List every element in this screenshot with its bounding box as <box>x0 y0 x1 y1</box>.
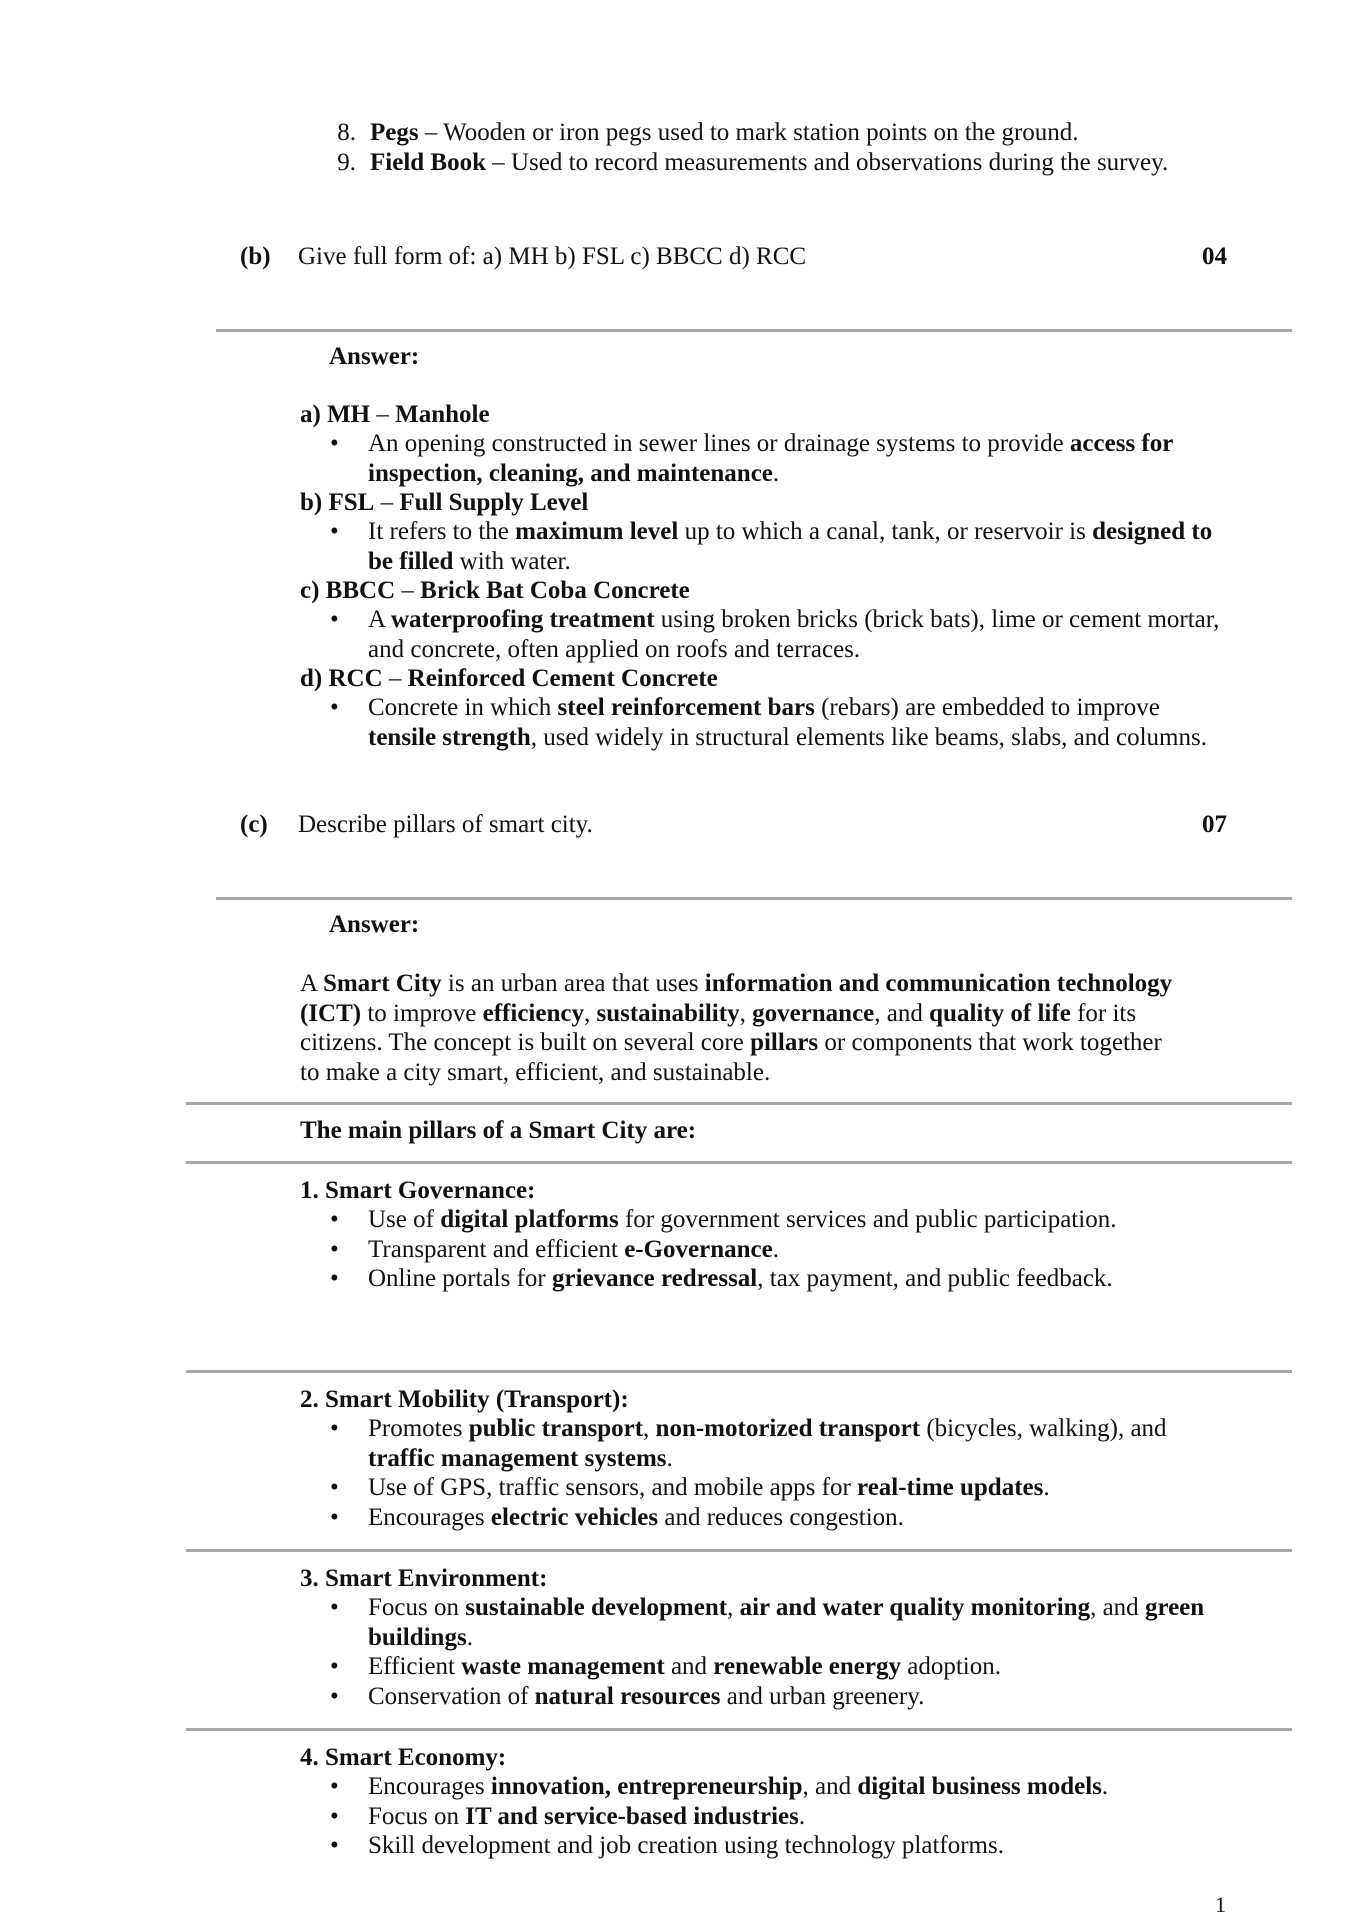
question-marks: 04 <box>1202 243 1227 270</box>
bullet-list <box>300 1414 1220 1532</box>
bullet-item: • A waterproofing treatment using broken bricks (brick bats), lime or cement mortar, and concrete, often applied on roofs and terraces. <box>300 605 1220 664</box>
bullet-item: • Focus on IT and service-based industries. <box>300 1802 1220 1832</box>
full-form-heading: d) RCC – Reinforced Cement Concrete <box>300 665 718 692</box>
pillars-heading: The main pillars of a Smart City are: <box>300 1117 697 1144</box>
question-text: Give full form of: a) MH b) FSL c) BBCC d) RCC <box>298 243 807 270</box>
pillar-title: 3. Smart Environment: <box>300 1565 548 1592</box>
item-number: 8. <box>337 119 356 146</box>
term: Field Book <box>370 149 486 176</box>
bullet-item: • Encourages electric vehicles and reduces congestion. <box>300 1503 1220 1533</box>
answer-label: Answer: <box>329 911 420 938</box>
divider <box>216 329 1292 332</box>
divider <box>186 1549 1292 1552</box>
item-number: 9. <box>337 149 356 176</box>
pillar-title: 1. Smart Governance: <box>300 1177 536 1204</box>
pillar-title: 4. Smart Economy: <box>300 1744 507 1771</box>
divider <box>186 1370 1292 1373</box>
divider <box>186 1102 1292 1105</box>
bullet-list <box>300 429 1220 488</box>
description: – Wooden or iron pegs used to mark station points on the ground. <box>418 119 1079 146</box>
description: – Used to record measurements and observations during the survey. <box>486 149 1169 176</box>
bullet-item: • An opening constructed in sewer lines or drainage systems to provide access for inspection, cleaning, and maintenance. <box>300 429 1220 488</box>
question-label: (b) <box>240 243 271 270</box>
bullet-list <box>300 1205 1220 1294</box>
bullet-list <box>300 1593 1220 1711</box>
question-label: (c) <box>240 811 268 838</box>
full-form-heading: a) MH – Manhole <box>300 401 490 428</box>
bullet-item: • Efficient waste management and renewable energy adoption. <box>300 1652 1220 1682</box>
bullet-item: • Encourages innovation, entrepreneurship, and digital business models. <box>300 1772 1220 1802</box>
bullet-item: • Online portals for grievance redressal, tax payment, and public feedback. <box>300 1264 1220 1294</box>
bullet-item: • Use of digital platforms for government services and public participation. <box>300 1205 1220 1235</box>
bullet-item: • Conservation of natural resources and urban greenery. <box>300 1682 1220 1712</box>
full-form-heading: b) FSL – Full Supply Level <box>300 489 589 516</box>
divider <box>186 1728 1292 1731</box>
bullet-item: • Focus on sustainable development, air and water quality monitoring, and green buildings. <box>300 1593 1220 1652</box>
bullet-item: • It refers to the maximum level up to which a canal, tank, or reservoir is designed to be filled with water. <box>300 517 1220 576</box>
bullet-list <box>300 693 1220 752</box>
question-text: Describe pillars of smart city. <box>298 811 593 838</box>
pillar-title: 2. Smart Mobility (Transport): <box>300 1386 629 1413</box>
page-number: 1 <box>1215 1892 1226 1917</box>
bullet-item: • Promotes public transport, non-motorized transport (bicycles, walking), and traffic management systems. <box>300 1414 1220 1473</box>
question-marks: 07 <box>1202 811 1227 838</box>
bullet-item: • Skill development and job creation using technology platforms. <box>300 1831 1220 1861</box>
bullet-item: • Transparent and efficient e-Governance. <box>300 1235 1220 1265</box>
bullet-list <box>300 1772 1220 1861</box>
divider <box>186 1161 1292 1164</box>
bullet-item: • Use of GPS, traffic sensors, and mobile apps for real-time updates. <box>300 1473 1220 1503</box>
answer-label: Answer: <box>329 343 420 370</box>
term: Pegs <box>370 119 419 146</box>
divider <box>216 897 1292 900</box>
bullet-list <box>300 605 1220 664</box>
bullet-item: • Concrete in which steel reinforcement bars (rebars) are embedded to improve tensile strength, used widely in structural elements like beams, slabs, and columns. <box>300 693 1220 752</box>
full-form-heading: c) BBCC – Brick Bat Coba Concrete <box>300 577 690 604</box>
bullet-list <box>300 517 1220 576</box>
intro-paragraph: A Smart City is an urban area that uses information and communication technology (ICT) to improve efficiency, sustainability, governance, and quality of life for its citizens. The concept is built on several core pillars or components that work together to make a city smart, efficient, and sustainable. <box>300 970 1173 1086</box>
